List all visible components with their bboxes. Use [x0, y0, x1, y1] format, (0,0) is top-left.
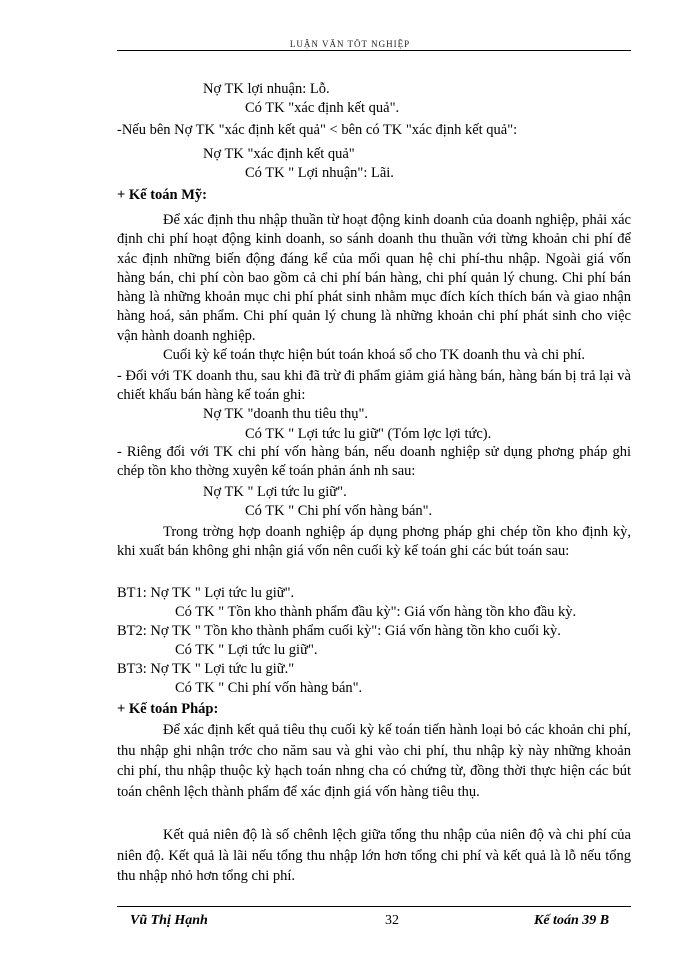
section-heading-us: + Kế toán Mỹ:: [117, 187, 208, 203]
paragraph: Kết quả niên độ là số chênh lệch giữa tổng thu nhập của niên độ và chi phí của niên độ. Kết quả là lãi nếu tổng thu nhập lớn hơn tổng chi phí và kết quả là lỗ nếu tổng thu nhập nhỏ hơn tổng chi phí.: [117, 827, 631, 884]
condition-line: -Nếu bên Nợ TK "xác định kết quả" < bên có TK "xác định kết quả":: [117, 122, 518, 138]
entry-line: Có TK "xác định kết quả".: [245, 100, 400, 116]
entry-line: Có TK " Tồn kho thành phẩm đầu kỳ": Giá vốn hàng tồn kho đầu kỳ.: [175, 604, 577, 620]
entry-line: BT1: Nợ TK " Lợi tức lu giữ".: [117, 585, 295, 601]
entry-line: Có TK " Lợi nhuận": Lãi.: [245, 165, 394, 181]
header-rule: [117, 50, 631, 51]
paragraph: Để xác định kết quả tiêu thụ cuối kỳ kế toán tiến hành loại bỏ các khoản chi phí, thu nhập ghi nhận trớc cho năm sau và ghi vào chi phí, thu nhập kỳ này những khoản chi phí, thu nhập thuộc kỳ hạch toán nhng cha có chứng từ, đồng thời thực hiện các bút toán chênh lệch thành phẩm để xác định giá vốn hàng tiêu thụ.: [117, 722, 631, 800]
paragraph: - Riêng đối với TK chi phí vốn hàng bán, nếu doanh nghiệp sử dụng phơng pháp ghi chép tồn kho thờng xuyên kế toán phản ánh nh sau:: [117, 444, 631, 480]
entry-line: Nợ TK "xác định kết quả": [203, 146, 355, 162]
page-number: 32: [385, 913, 399, 928]
paragraph: Cuối kỳ kế toán thực hiện bút toán khoá sổ cho TK doanh thu và chi phí.: [163, 347, 585, 363]
entry-line: Có TK " Chi phí vốn hàng bán".: [175, 680, 363, 696]
entry-line: BT2: Nợ TK " Tồn kho thành phẩm cuối kỳ": Giá vốn hàng tồn kho cuối kỳ.: [117, 623, 561, 639]
section-heading-france: + Kế toán Pháp:: [117, 701, 219, 717]
entry-line: Nợ TK "doanh thu tiêu thụ".: [203, 406, 369, 422]
paragraph: - Đối với TK doanh thu, sau khi đã trừ đi phẩm giảm giá hàng bán, hàng bán bị trả lại và chiết khấu bán hàng kế toán ghi:: [117, 368, 631, 404]
entry-line: Nợ TK lợi nhuận: Lỗ.: [203, 81, 330, 97]
paragraph: Trong trờng hợp doanh nghiệp áp dụng phơng pháp ghi chép tồn kho định kỳ, khi xuất bán không ghi nhận giá vốn nên cuối kỳ kế toán ghi các bút toán sau:: [117, 524, 631, 560]
entry-line: Có TK " Lợi tức lu giữ".: [175, 642, 318, 658]
footer-rule: [117, 906, 631, 907]
paragraph: Để xác định thu nhập thuần từ hoạt động kinh doanh của doanh nghiệp, phải xác định chi phí hoạt động kinh doanh, so sánh doanh thu thuần với từng khoản chi phí để xác định những biến động đáng kể của mối quan hệ chi phí-thu nhập. Ngoài giá vốn hàng bán, chi phí còn bao gồm cả chi phí bán hàng, chi phí quản lý chung. Chi phí bán hàng là những khoản mục chi phí phát sinh nhằm mục đích kích thích bán và giao nhận hàng hoá, sản phẩm. Chi phí quản lý chung là những khoản chi phí phát sinh cho việc vận hành doanh nghiệp.: [117, 212, 631, 344]
footer-author: Vũ Thị Hạnh: [130, 913, 208, 928]
running-header: LUẬN VĂN TỐT NGHIỆP: [289, 39, 411, 49]
entry-line: Nợ TK " Lợi tức lu giữ".: [203, 484, 347, 500]
entry-line: Có TK " Lợi tức lu giữ" (Tóm lợc lợi tức).: [245, 426, 492, 442]
entry-line: Có TK " Chi phí vốn hàng bán".: [245, 503, 433, 519]
footer-class: Kế toán 39 B: [534, 913, 610, 928]
entry-line: BT3: Nợ TK " Lợi tức lu giữ.": [117, 661, 295, 677]
